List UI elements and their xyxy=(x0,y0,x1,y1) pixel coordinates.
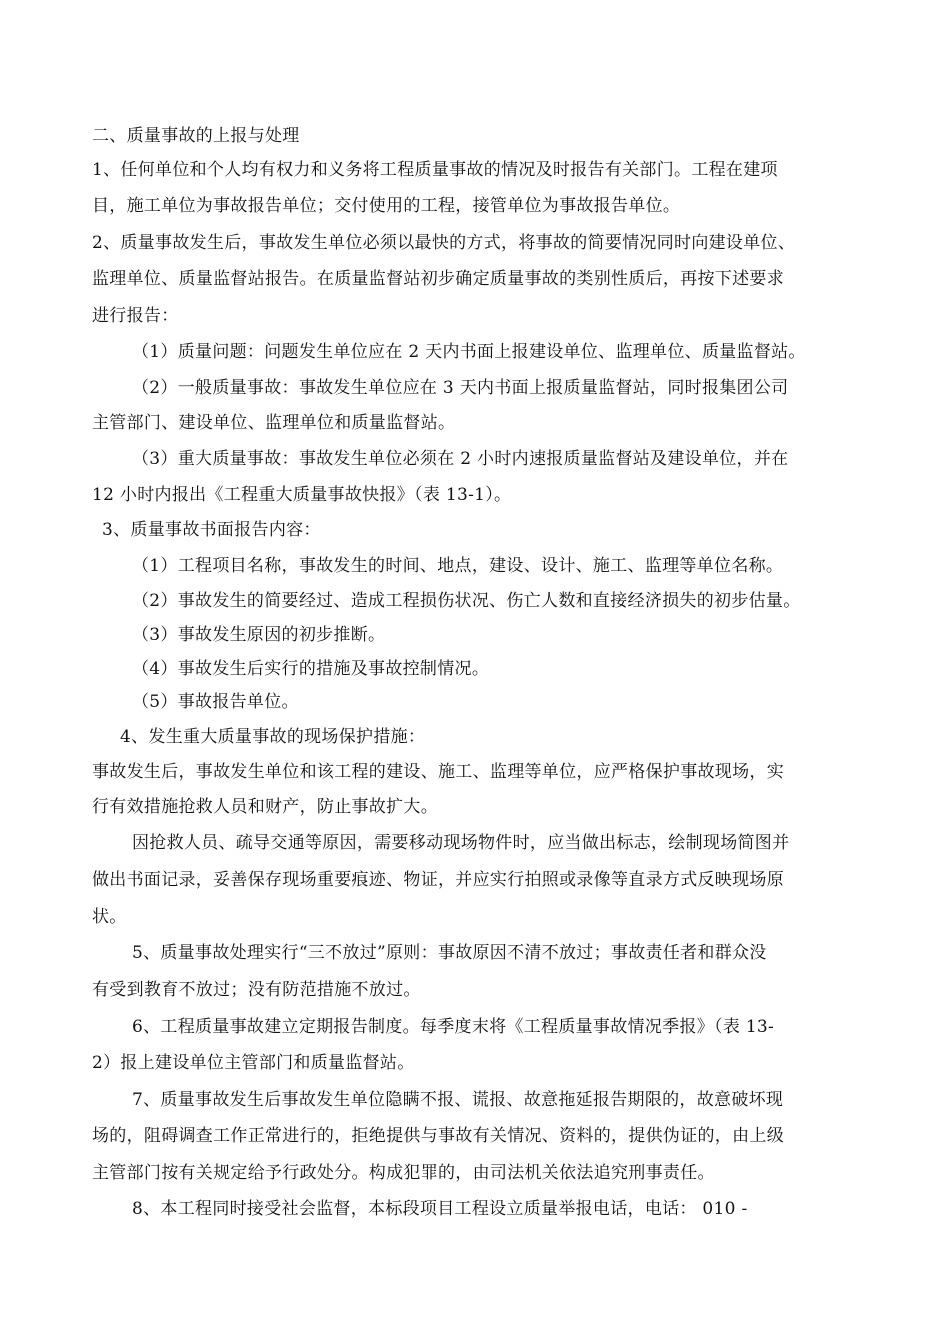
paragraph-line: 2）报上建设单位主管部门和质量监督站。 xyxy=(92,1053,415,1073)
paragraph-line: 1、任何单位和个人均有权力和义务将工程质量事故的情况及时报告有关部门。工程在建项 xyxy=(92,160,778,180)
paragraph-line: 12 小时内报出《工程重大质量事故快报》（表 13-1）。 xyxy=(92,485,512,505)
paragraph-line: 8、本工程同时接受社会监督，本标段项目工程设立质量举报电话，电话： 010 - xyxy=(132,1199,748,1219)
paragraph-line: （4）事故发生后实行的措施及事故控制情况。 xyxy=(132,659,490,679)
paragraph-line: （5）事故报告单位。 xyxy=(132,692,299,712)
paragraph-line: 状。 xyxy=(92,907,127,927)
paragraph-line: 进行报告： xyxy=(92,306,179,326)
paragraph-line: 做出书面记录，妥善保存现场重要痕迹、物证，并应实行拍照或录像等直录方式反映现场原 xyxy=(92,870,784,890)
paragraph-line: 行有效措施抢救人员和财产，防止事故扩大。 xyxy=(92,797,438,817)
paragraph-line: 主管部门按有关规定给予行政处分。构成犯罪的，由司法机关依法追究刑事责任。 xyxy=(92,1163,715,1183)
paragraph-line: 5、质量事故处理实行“三不放过”原则：事故原因不清不放过；事故责任者和群众没 xyxy=(132,943,767,963)
paragraph-line: 4、发生重大质量事故的现场保护措施： xyxy=(120,727,426,747)
paragraph-line: 监理单位、质量监督站报告。在质量监督站初步确定质量事故的类别性质后，再按下述要求 xyxy=(92,269,784,289)
paragraph-line: （3）重大质量事故：事故发生单位必须在 2 小时内速报质量监督站及建设单位，并在 xyxy=(132,449,789,469)
paragraph-line: （1）工程项目名称，事故发生的时间、地点，建设、设计、施工、监理等单位名称。 xyxy=(132,556,784,576)
paragraph-line: 场的，阻碍调查工作正常进行的，拒绝提供与事故有关情况、资料的，提供伪证的，由上级 xyxy=(92,1126,784,1146)
paragraph-line: （2）事故发生的简要经过、造成工程损伤状况、伤亡人数和直接经济损失的初步估量。 xyxy=(132,591,801,611)
paragraph-line: 主管部门、建设单位、监理单位和质量监督站。 xyxy=(92,413,456,433)
paragraph-line: （1）质量问题：问题发生单位应在 2 天内书面上报建设单位、监理单位、质量监督站。 xyxy=(132,342,806,362)
paragraph-line: 有受到教育不放过；没有防范措施不放过。 xyxy=(92,980,421,1000)
paragraph-line: 3、质量事故书面报告内容： xyxy=(102,520,321,540)
paragraph-line: 6、工程质量事故建立定期报告制度。每季度末将《工程质量事故情况季报》（表 13- xyxy=(132,1017,775,1037)
section-heading: 二、质量事故的上报与处理 xyxy=(92,126,300,146)
paragraph-line: 目，施工单位为事故报告单位；交付使用的工程，接管单位为事故报告单位。 xyxy=(92,196,681,216)
paragraph-line: 2、质量事故发生后，事故发生单位必须以最快的方式，将事故的简要情况同时向建设单位、 xyxy=(92,233,796,253)
paragraph-line: 因抢救人员、疏导交通等原因，需要移动现场物件时，应当做出标志，绘制现场简图并 xyxy=(132,833,790,853)
paragraph-line: 事故发生后，事故发生单位和该工程的建设、施工、监理等单位，应严格保护事故现场，实 xyxy=(92,762,784,782)
paragraph-line: 7、质量事故发生后事故发生单位隐瞒不报、谎报、故意拖延报告期限的，故意破坏现 xyxy=(132,1090,784,1110)
paragraph-line: （2）一般质量事故：事故发生单位应在 3 天内书面上报质量监督站，同时报集团公司 xyxy=(132,378,789,398)
paragraph-line: （3）事故发生原因的初步推断。 xyxy=(132,625,386,645)
